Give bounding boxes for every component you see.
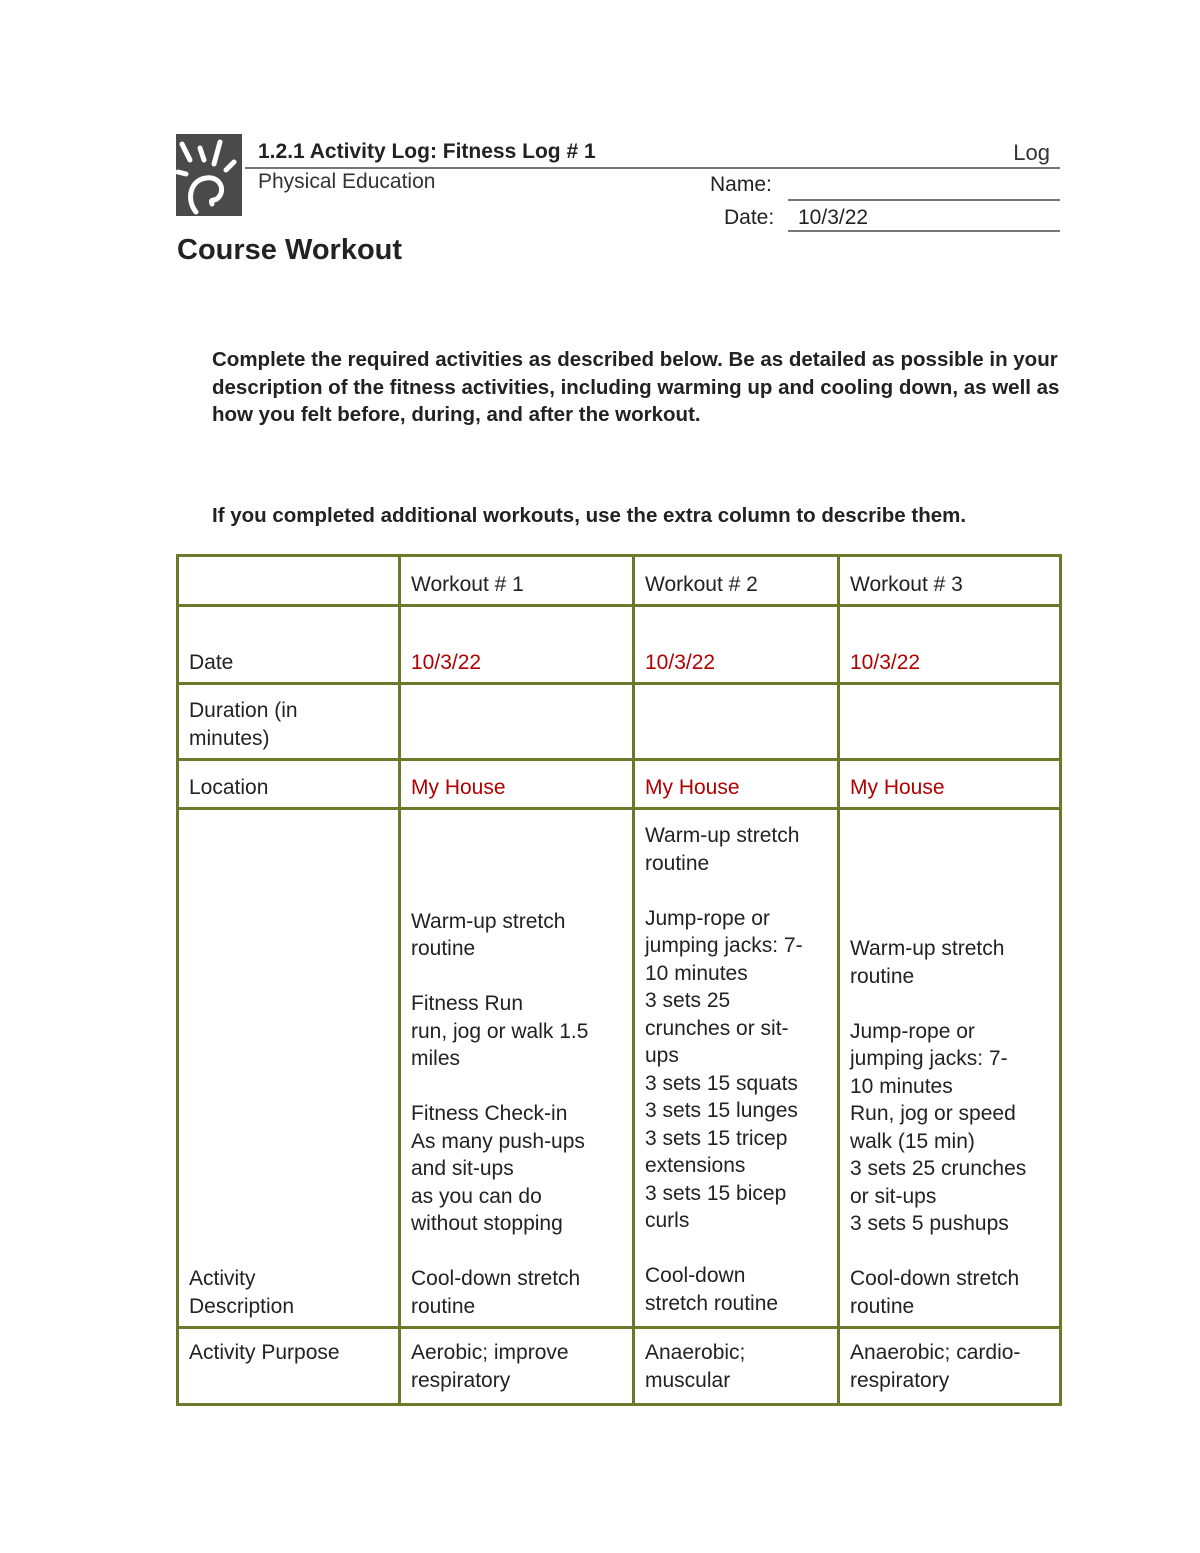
table-row-date — [178, 606, 1061, 684]
instructions: Complete the required activities as described below. Be as detailed as possible in your description of the fitness activities, including warming up and cooling down, as well as how you felt before, during, and after the workout. — [212, 348, 1060, 426]
row-label: Date — [178, 606, 400, 684]
row-label: Activity Purpose — [178, 1328, 400, 1405]
page-heading: Course Workout — [177, 234, 403, 266]
cell[interactable]: Warm-up stretch routine Jump-rope or jumping jacks: 7- 10 minutes Run, jog or speed walk (15 min) 3 sets 25 crunches or sit-ups 3 sets 5 pushups Cool-down stretch routine — [839, 809, 1061, 1328]
header-cell: Workout # 2 — [634, 556, 839, 606]
cell[interactable]: Anaerobic; muscular — [634, 1328, 839, 1405]
cell[interactable] — [634, 684, 839, 760]
cell[interactable]: My House — [400, 760, 634, 809]
date-value[interactable]: 10/3/22 — [798, 206, 869, 229]
table-header-row — [178, 556, 1061, 606]
document-title: 1.2.1 Activity Log: Fitness Log # 1 — [258, 140, 596, 163]
cell[interactable]: My House — [839, 760, 1061, 809]
header-divider — [245, 167, 1060, 169]
cell[interactable]: 10/3/22 — [839, 606, 1061, 684]
instructions-extra: If you completed additional workouts, use the extra column to describe them. — [212, 504, 967, 527]
course-logo-icon — [176, 134, 242, 216]
date-field-underline — [788, 230, 1060, 232]
cell[interactable]: 10/3/22 — [634, 606, 839, 684]
cell[interactable] — [400, 684, 634, 760]
header-cell: Workout # 3 — [839, 556, 1061, 606]
cell[interactable]: My House — [634, 760, 839, 809]
cell[interactable]: Anaerobic; cardio- respiratory — [839, 1328, 1061, 1405]
row-label: Activity Description — [178, 809, 400, 1328]
cell[interactable]: 10/3/22 — [400, 606, 634, 684]
name-field[interactable] — [788, 199, 1060, 201]
row-label: Location — [178, 760, 400, 809]
header-cell: Workout # 1 — [400, 556, 634, 606]
name-label: Name: — [710, 173, 772, 196]
table-row-activity-purpose — [178, 1328, 1061, 1405]
log-tag: Log — [1013, 140, 1050, 165]
table-row-location — [178, 760, 1061, 809]
workout-log-table — [176, 554, 1062, 1406]
date-label: Date: — [724, 206, 775, 229]
subject: Physical Education — [258, 170, 436, 193]
cell[interactable]: Warm-up stretch routine Fitness Run run, jog or walk 1.5 miles Fitness Check-in As many push-ups and sit-ups as you can do without stopping Cool-down stretch routine — [400, 809, 634, 1328]
cell[interactable]: Aerobic; improve respiratory — [400, 1328, 634, 1405]
cell[interactable] — [839, 684, 1061, 760]
header-cell — [178, 556, 400, 606]
row-label: Duration (in minutes) — [178, 684, 400, 760]
cell[interactable]: Warm-up stretch routine Jump-rope or jumping jacks: 7- 10 minutes 3 sets 25 crunches or sit- ups 3 sets 15 squats 3 sets 15 lunges 3 sets 15 tricep extensions 3 sets 15 bicep curls Cool-down stretch routine — [634, 809, 839, 1328]
table-row-activity-description — [178, 809, 1061, 1328]
table-row-duration — [178, 684, 1061, 760]
